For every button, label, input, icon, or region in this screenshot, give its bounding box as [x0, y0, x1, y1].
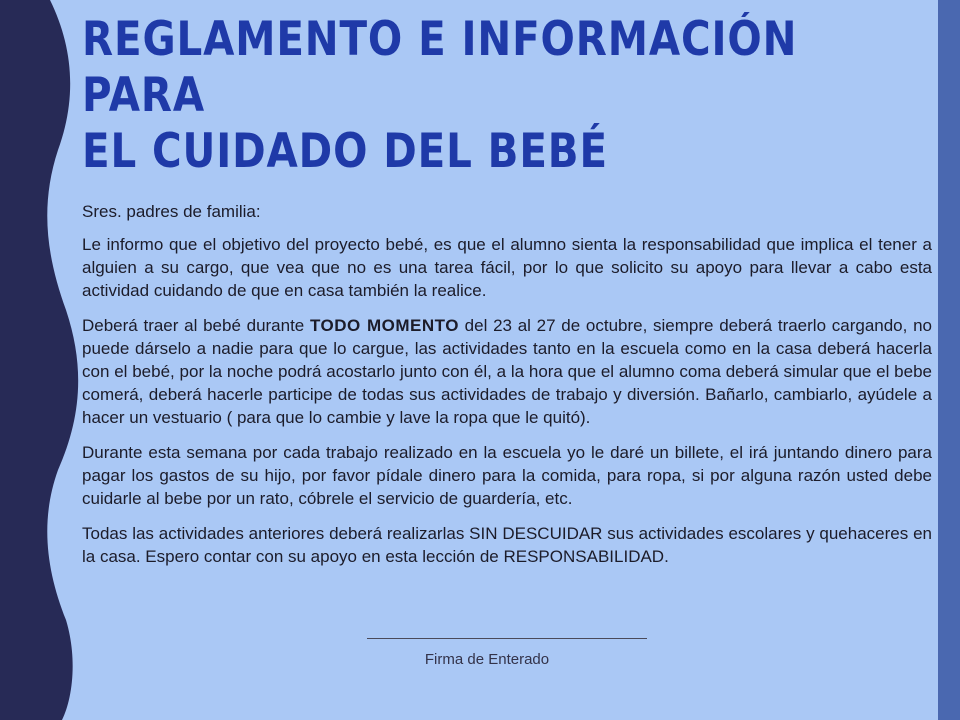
greeting: Sres. padres de familia: [82, 202, 261, 221]
page-title [82, 12, 804, 180]
paragraph-money: Durante esta semana por cada trabajo realizado en la escuela yo le daré un billete, el irá juntando dinero para pagar los gastos de su hijo, por favor pídale dinero para la comida, para ropa, si por alguna razón usted debe cuidarle al bebe por un rato, cóbrele el servicio de guardería, etc. [82, 443, 932, 508]
paragraph-rules [82, 314, 932, 429]
title-line-1: REGLAMENTO E INFORMACIÓN PARA [82, 12, 798, 123]
rules-text: del 23 al 27 de octubre, siempre deberá traerlo cargando, no puede dárselo a nadie para que lo cargue, las actividades tanto en la escuela como en la casa deberá hacerla con el bebé, por la noche podrá acostarlo junto con él, a la hora que el alumno coma deberá simular que el bebe comerá, deberá hacerle participe de todas sus actividades de trabajo y diversión. Bañarlo, cambiarlo, ayúdele a hacer un vestuario ( para que lo cambie y lave la ropa que le quitó). [82, 316, 932, 427]
left-wave-shape [0, 0, 78, 720]
rules-emphasis: TODO MOMENTO [309, 316, 459, 335]
paragraph-objective: Le informo que el objetivo del proyecto bebé, es que el alumno sienta la responsabilidad que implica el tener a alguien a su cargo, que vea que no es una tarea fácil, por lo que solicito su apoyo para llevar a cabo esta actividad cuidando de que en casa también la realice. [82, 235, 932, 300]
left-wavy-band [0, 0, 90, 720]
signature-line [367, 638, 647, 639]
signature-label: Firma de Enterado [424, 651, 550, 668]
letter-body [82, 200, 932, 580]
title-line-2: EL CUIDADO DEL BEBÉ [82, 124, 608, 179]
right-side-band [938, 0, 960, 720]
rules-intro: Deberá traer al bebé durante [82, 316, 310, 335]
paragraph-closing: Todas las actividades anteriores deberá realizarlas SIN DESCUIDAR sus actividades escolares y quehaceres en la casa. Espero contar con su apoyo en esta lección de RESPONSABILIDAD. [82, 524, 932, 566]
